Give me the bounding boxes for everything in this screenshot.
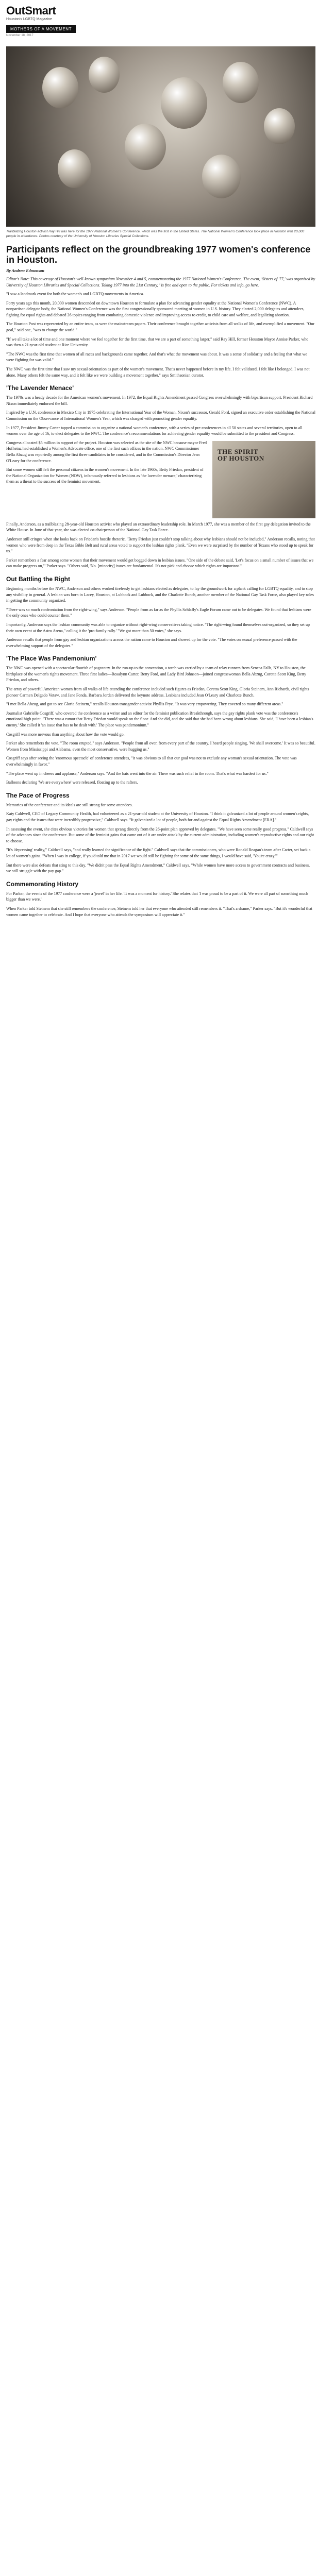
paragraph: Anderson recalls that people from gay and lesbian organizations across the nation came to Houston and showed up for the vote. "The votes on sexual preference passed with the overwhelming support of the delegates." bbox=[6, 637, 297, 648]
paragraph: The array of powerful American women from all walks of life attending the conference included such figures as Friedan, Coretta Scott King, Gloria Steinem, Ann Richards, civil rights pioneer Carmen Delgado Votaw, and Jane Fonda. Barbara Jordan delivered the keynote address. Lesbians included Jean O'Leary and Charlotte Bunch. bbox=[6, 687, 309, 698]
section-heading: Out Battling the Right bbox=[6, 575, 70, 583]
paragraph: When Parker told Steinem that she still remembers the conference, Steinem told her that everyone who attended still remembers it. "That's a shame," Parker says. "But it's wonderful that women came together to celebrate. And I hope that everyone who attends the symposium will appreciate it." bbox=[6, 906, 312, 917]
paragraph: Memories of the conference and its ideals are still strong for some attendees. bbox=[6, 802, 133, 807]
paragraph: "It's 'depressing' reality," Caldwell says, "and really learned the significance of the fight." Caldwell says that the commissioners, who were Ronald Reagan's team after Carter, set back a lot of women's gains. "When I was in college, if you'd told me that in 2017 we would still be fighting for some of the same things, I would have said, 'You're crazy.'" bbox=[6, 848, 311, 858]
paragraph: "There was so much confrontation from the right-wing," says Anderson. "People from as far as the Phyllis Schlafly's Eagle Forum came out to be delegates. We found that lesbians were the only ones who could counter them." bbox=[6, 607, 311, 618]
book-cover-title: THE SPIRIT OF HOUSTON bbox=[218, 447, 264, 463]
paragraph: Parker also remembers the vote. "The room erupted," says Anderson. "People from all over, from every part of the country. I heard people singing, 'We shall overcome.' It was so beautiful. Women from Mississippi and Alabama, even the most conservative, were hugging us." bbox=[6, 741, 315, 752]
article-byline: By Andrew Edmonson bbox=[6, 268, 44, 273]
article-body bbox=[6, 276, 315, 918]
section-heading: 'The Place Was Pandemonium' bbox=[6, 655, 97, 663]
article-headline: Participants reflect on the groundbreaking 1977 women's conference in Houston. bbox=[6, 244, 311, 265]
paragraph: Anderson still cringes when she looks back on Friedan's hostile rhetoric. "Betty Friedan just couldn't stop talking about why lesbians should not be included," Anderson recalls, noting that women who were from deep in the Texas Bible Belt and rural areas voted to support the lesbian rights plank. "Even we were surprised by the number of Texans who stood up to speak for us." bbox=[6, 536, 315, 554]
paragraph: Balloons declaring 'We are everywhere' were released, floating up to the rafters. bbox=[6, 780, 138, 785]
masthead bbox=[0, 0, 334, 41]
balloon-decoration bbox=[42, 67, 78, 108]
site-tagline: Houston's LGBTQ Magazine bbox=[6, 18, 52, 21]
balloon-decoration bbox=[58, 149, 91, 188]
paragraph: "If we all take a lot of time and one moment where we feel together for the first time, that we are a part of something larger," said Ray Hill, former Houston Mayor Annise Parker, who was then a 21-year-old student at Rice University. bbox=[6, 336, 309, 348]
paragraph: For Parker, the events of the 1977 conference were a 'jewel' in her life. 'It was a moment for history.' She relates that 'I was proud to be a part of it. We were all part of something much bigger than we were.' bbox=[6, 891, 308, 902]
paragraph: In assessing the event, she cites obvious victories for women that sprang directly from the 26-point plan approved by delegates. "We have seen some really good progress," Caldwell says of the advances since the conference. But some of the feminist gains that came out of it are under attack by the current administration, including women's reproductive rights and our right to choose. bbox=[6, 826, 314, 843]
paragraph: Finally, Anderson, as a trailblazing 28-year-old Houston activist who played an extraordinary leadership role. In March 1977, she was a member of the first gay delegation invited to the White House. In June of that year, she was elected co-chairperson of the National Gay Task Force. bbox=[6, 521, 311, 533]
paragraph: Parker remembers a fear among some women that their movement would get bogged down in lesbian issues. "One side of the debate said, 'Let's focus on a small number of issues that we can make progress on,'" Parker says. "Others said, 'No. [minority] issues are fundamental. It's not pick and choose which rights are important.'" bbox=[6, 557, 314, 569]
section-heading: 'The Lavender Menace' bbox=[6, 384, 74, 392]
balloon-decoration bbox=[264, 108, 295, 144]
paragraph: The 1970s was a heady decade for the American women's movement. In 1972, the Equal Rights Amendment passed Congress overwhelmingly with bipartisan support. President Richard Nixon immediately endorsed the bill. bbox=[6, 395, 313, 406]
paragraph: Beginning months before the NWC, Anderson and others worked tirelessly to get lesbians elected as delegates, to lay the groundwork for a plank calling for LGBTQ equality, and to stop any visibility in general. A lesbian was born in Lacey, Houston, at Lubbock and Lubbock, and the Charlotte Bunch, another member of the National Gay Task Force, also played key roles in getting the community organized. bbox=[6, 586, 314, 603]
hero-image bbox=[6, 46, 315, 227]
section-heading: Commemorating History bbox=[6, 880, 79, 888]
site-logo[interactable]: OutSmart bbox=[6, 4, 56, 17]
paragraph: The Houston Post was represented by an entire team, as were the mainstream papers. Their conference brought together activists from all walks of life, and exemplified a movement. "Our goal," said one, "was to change the world." bbox=[6, 321, 315, 333]
paragraph: But there were also defeats that sting to this day. "We didn't pass the Equal Rights Amendment," Caldwell says. "While women have more access to government contracts and business, we still struggle with the pay gap." bbox=[6, 862, 310, 874]
balloon-decoration bbox=[223, 62, 259, 103]
section-heading: The Pace of Progress bbox=[6, 791, 70, 799]
paragraph: In 1977, President Jimmy Carter tapped a commission to organize a national women's conference, with a series of pre-conferences in all 50 states and several territories, open to all women over the age of 16, to elect delegates to the NWC. The conference's recommendations for achieving gender equality would be submitted to the president and Congress. bbox=[6, 425, 303, 436]
paragraph: Cosgriff says after seeing the 'enormous spectacle' of conference attendees, "it was obvious to all that our goal was not to exclude any woman's sexual orientation. The vote was overwhelmingly in favor." bbox=[6, 756, 297, 767]
paragraph: The NWC was the first time that I saw my sexual orientation as part of the women's movement. That's never happened before in my life. I felt validated. I felt like I belonged. I was not alone. Many others felt the same way, and it felt like we were building a movement together." says Smithsonian curator. bbox=[6, 367, 310, 378]
paragraph: Congress allocated $5 million in support of the project. Houston was selected as the site of the NWC because mayor Fred Hofheinz had established a Women's Advocate office, one of the first such offices in the nation. NWC Commissioner Bella Abzug was reportedly among the first three candidates to be considered, and to the Commission's Director Jean O'Leary for the conference. bbox=[6, 440, 207, 463]
paragraph: Journalist Gabrielle Cosgriff, who covered the conference as a writer and an editor for the feminist publication Breakthrough, says the gay rights plank vote was the conference's emotional high point. "There was a rumor that Betty Friedan would speak on the floor. And she did, and she said that she had been wrong about lesbians. She said, 'I have been a lesbian's enemy.' She called it 'an issue that has to be dealt with.' The place was pandemonium." bbox=[6, 710, 313, 728]
paragraph: But some women still felt the personal citizens in the women's movement. In the late 1960s, Betty Friedan, president of the National Organization for Women (NOW), infamously referred to lesbians as 'the lavender menace,' characterizing them as a threat to the success of the feminist movement. bbox=[6, 467, 204, 484]
paragraph: Editor's Note: This coverage of Houston's well-known symposium November 4 and 5, commemorating the 1977 National Women's Conference. The event, 'Sisters of '77,' was organized by University of Houston Libraries and Special Collections. Taking 1977 into the 21st Century, ' is free and open to the public. For tickets and info, go here. bbox=[6, 276, 315, 287]
paragraph: Importantly, Anderson says the lesbian community was able to organize without right-wing conservatives taking notice. "The right-wing found themselves out-organized, so they set up their own event at the Astro Arena," calling it the 'pro-family rally.' "We got more than 50 votes," she says. bbox=[6, 622, 310, 633]
category-banner[interactable]: MOTHERS OF A MOVEMENT bbox=[6, 25, 76, 33]
hero-caption: Trailblazing Houston activist Ray Hill was here for the 1977 National Women's Conference, which was the first in the United States. The National Women's Conference took place in Houston with 20,000 people in attendance. Photos courtesy of the University of Houston Libraries Special Collections. bbox=[6, 230, 305, 238]
paragraph: Inspired by a U.N. conference in Mexico City in 1975 celebrating the International Year of the Woman, Nixon's successor, Gerald Ford, signed an executive order establishing the National Commission on the Observance of International Women's Year, which was charged with promoting gender equality. bbox=[6, 410, 315, 421]
paragraph: "I met Bella Abzug, and got to see Gloria Steinem," recalls Houston transgender activist Phyllis Frye. "It was very empowering. They covered so many different areas." bbox=[6, 702, 283, 707]
paragraph: Katy Caldwell, CEO of Legacy Community Health, had volunteered as a 21-year-old student at the University of Houston. "I think it galvanized a lot of people around women's rights, gay rights and the issues that were incredibly progressive," Caldwell says. "It galvanized a lot of people, both for and against the Equal Rights Amendment [ERA]." bbox=[6, 811, 309, 822]
paragraph: The NWC was opened with a spectacular flourish of pageantry. In the run-up to the convention, a torch was carried by a team of relay runners from Seneca Falls, NY to Houston, the birthplace of the women's rights movement. Three first ladies—Rosalynn Carter, Betty Ford, and Lady Bird Johnson—joined congresswoman Bella Abzug, Coretta Scott King, Betty Friedan, and others. bbox=[6, 666, 306, 683]
book-cover-image bbox=[212, 441, 315, 518]
article-page bbox=[0, 0, 334, 918]
paragraph: "The place went up in cheers and applause," Anderson says. "And the hats went into the air. There was such relief in the room. That's what was hardest for us." bbox=[6, 771, 269, 776]
balloon-decoration bbox=[161, 77, 207, 129]
balloon-decoration bbox=[89, 57, 120, 93]
balloon-decoration bbox=[202, 155, 241, 198]
balloon-decoration bbox=[125, 124, 166, 170]
paragraph: Cosgriff was more nervous than anything about how the vote would go. bbox=[6, 732, 125, 737]
paragraph: "The NWC was the first time that women of all races and backgrounds came together. And that's what the movement was about. It was a sense of solidarity and a feeling that what we were fighting for was valid." bbox=[6, 351, 307, 363]
publish-date: November 18, 2017 bbox=[6, 34, 34, 37]
paragraph: "I saw a landmark event for both the women's and LGBTQ movements in America. bbox=[6, 292, 144, 297]
paragraph: Forty years ago this month, 20,000 women descended on downtown Houston to formulate a plan for advancing gender equality at the National Women's Conference (NWC). A nonpartisan delegate body, the National Women's Conference was the first congressionally sponsored meeting of women in U.S. history. They elected 2,000 delegates and attendees, fighting for equal rights and debated 26 topics ranging from combating domestic violence and improving access to credit, to child care and welfare, and legalizing abortion. bbox=[6, 300, 305, 317]
